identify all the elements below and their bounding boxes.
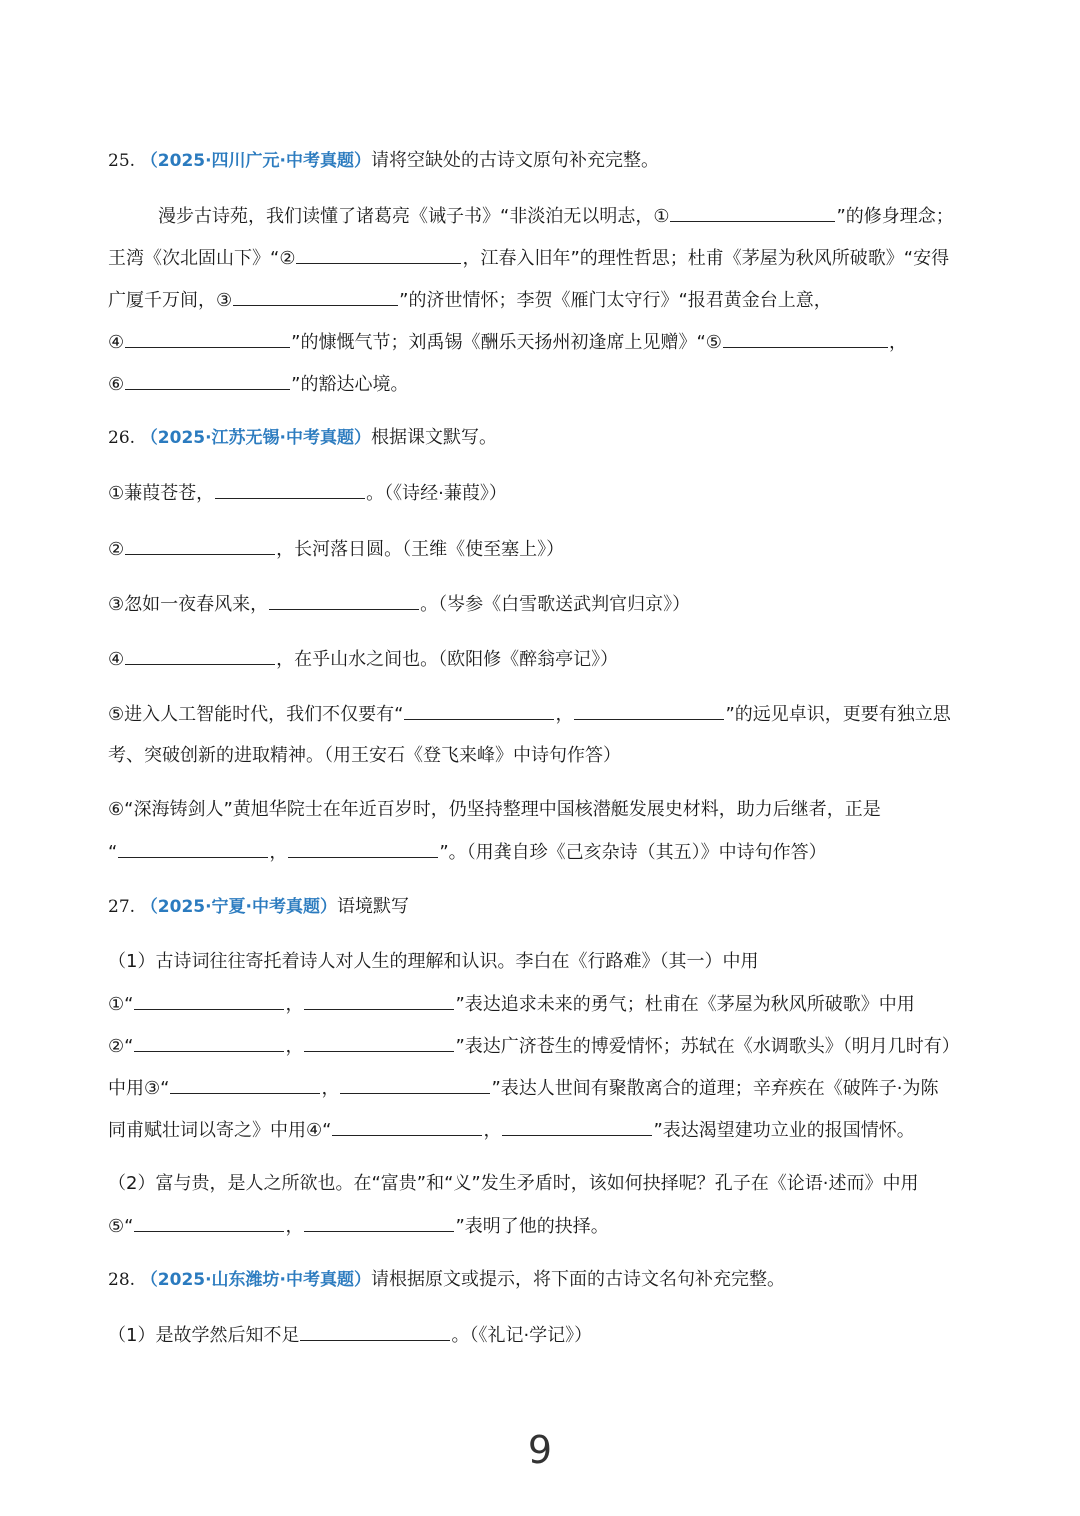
item-text: ⑤进入人工智能时代，我们不仅要有“: [108, 704, 404, 725]
q27-line-7: [108, 1213, 609, 1239]
answer-blank[interactable]: [304, 1213, 454, 1232]
item-text: ②“: [108, 1036, 134, 1057]
item-text: ”表达追求未来的勇气；杜甫在《茅屋为秋风所破歌》中用: [455, 994, 915, 1015]
answer-blank[interactable]: [134, 991, 284, 1010]
item-text: ”的远见卓识，更要有独立思: [725, 704, 951, 725]
question-source: （2025·宁夏·中考真题）: [140, 897, 338, 917]
q25-line-1: [158, 203, 954, 229]
passage-text: ，: [888, 332, 907, 353]
answer-blank[interactable]: [404, 701, 554, 720]
item-text: ，: [269, 842, 288, 863]
item-text: ，: [483, 1120, 502, 1141]
question-number: 27.: [108, 897, 136, 917]
answer-blank[interactable]: [296, 245, 461, 264]
passage-text: 王湾《次北固山下》“②: [108, 248, 296, 269]
question-number: 28.: [108, 1270, 136, 1290]
answer-blank[interactable]: [304, 991, 454, 1010]
item-text: 。（岑参《白雪歌送武判官归京》）: [420, 594, 691, 615]
q26-item-6-cont: [108, 839, 827, 865]
question-source: （2025·山东潍坊·中考真题）: [140, 1270, 372, 1290]
item-text: ①蒹葭苍苍，: [108, 483, 215, 504]
question-prompt: 语境默写: [337, 896, 410, 917]
answer-blank[interactable]: [288, 839, 438, 858]
q25-line-4: [108, 329, 907, 355]
item-text: 。（《诗经·蒹葭》）: [366, 483, 507, 504]
item-text: ，: [285, 994, 304, 1015]
item-text: （1）是故学然后知不足: [108, 1325, 300, 1346]
q27-line-4: [108, 1075, 939, 1101]
question-number: 25.: [108, 151, 136, 171]
answer-blank[interactable]: [233, 287, 398, 306]
item-text: ②: [108, 539, 125, 560]
item-text: （2）富与贵，是人之所欲也。在“富贵”和“义”发生矛盾时，该如何抉择呢？孔子在《论语·述而》中用: [108, 1173, 919, 1194]
q27-line-3: [108, 1033, 960, 1059]
item-text: ”。（用龚自珍《己亥杂诗（其五）》中诗句作答）: [439, 842, 827, 863]
passage-text: ”的济世情怀；李贺《雁门太守行》“报君黄金台上意，: [399, 290, 832, 311]
question-prompt: 请将空缺处的古诗文原句补充完整。: [371, 150, 660, 171]
q26-item-1: [108, 480, 507, 506]
item-text: 中用③“: [108, 1078, 170, 1099]
q25-line-5: [108, 371, 408, 397]
answer-blank[interactable]: [134, 1033, 284, 1052]
q26-item-2: [108, 536, 564, 562]
answer-blank[interactable]: [723, 329, 888, 348]
answer-blank[interactable]: [304, 1033, 454, 1052]
q27-header: [108, 894, 409, 920]
q27-line-5: [108, 1117, 915, 1143]
passage-text: ”的修身理念；: [836, 206, 954, 227]
item-text: ⑤“: [108, 1216, 134, 1237]
answer-blank[interactable]: [118, 839, 268, 858]
passage-text: ⑥: [108, 374, 125, 395]
q25-line-2: [108, 245, 949, 271]
item-text: ”表达广济苍生的博爱情怀；苏轼在《水调歌头》（明月几时有）: [455, 1036, 960, 1057]
answer-blank[interactable]: [340, 1075, 490, 1094]
passage-text: 漫步古诗苑，我们读懂了诸葛亮《诫子书》“非淡泊无以明志，①: [158, 206, 670, 227]
answer-blank[interactable]: [170, 1075, 320, 1094]
item-text: ①“: [108, 994, 134, 1015]
passage-text: ④: [108, 332, 125, 353]
item-text: ”表明了他的抉择。: [455, 1216, 609, 1237]
q27-line-2: [108, 991, 915, 1017]
item-text: ”表达渴望建功立业的报国情怀。: [653, 1120, 915, 1141]
question-prompt: 根据课文默写。: [371, 427, 498, 448]
answer-blank[interactable]: [134, 1213, 284, 1232]
item-text: ⑥“深海铸剑人”黄旭华院士在年近百岁时，仍坚持整理中国核潜艇发展史材料，助力后继者，正是: [108, 799, 881, 820]
item-text: ，: [285, 1216, 304, 1237]
answer-blank[interactable]: [125, 371, 290, 390]
item-text: ③忽如一夜春风来，: [108, 594, 269, 615]
answer-blank[interactable]: [215, 480, 365, 499]
item-text: 考、突破创新的进取精神。（用王安石《登飞来峰》中诗句作答）: [108, 745, 621, 766]
q26-item-3: [108, 591, 690, 617]
q26-item-6: [108, 797, 881, 823]
item-text: ，: [285, 1036, 304, 1057]
page-number: 9: [527, 1428, 553, 1472]
answer-blank[interactable]: [269, 591, 419, 610]
question-prompt: 请根据原文或提示，将下面的古诗文名句补充完整。: [371, 1269, 786, 1290]
answer-blank[interactable]: [670, 203, 835, 222]
answer-blank[interactable]: [502, 1117, 652, 1136]
question-source: （2025·江苏无锡·中考真题）: [140, 428, 372, 448]
item-text: ，在乎山水之间也。（欧阳修《醉翁亭记》）: [276, 649, 619, 670]
answer-blank[interactable]: [125, 646, 275, 665]
item-text: ，: [555, 704, 574, 725]
answer-blank[interactable]: [574, 701, 724, 720]
q28-header: [108, 1267, 785, 1293]
q26-item-5-cont: [108, 743, 621, 769]
q26-item-5: [108, 701, 951, 727]
item-text: （1）古诗词往往寄托着诗人对人生的理解和认识。李白在《行路难》（其一）中用: [108, 951, 759, 972]
q26-header: [108, 425, 497, 451]
passage-text: ，江春入旧年”的理性哲思；杜甫《茅屋为秋风所破歌》“安得: [462, 248, 950, 269]
q27-part-2: [108, 1171, 918, 1197]
q26-item-4: [108, 646, 618, 672]
answer-blank[interactable]: [332, 1117, 482, 1136]
passage-text: ”的慷慨气节；刘禹锡《酬乐天扬州初逢席上见赠》“⑤: [291, 332, 722, 353]
item-text: 同甫赋壮词以寄之》中用④“: [108, 1120, 332, 1141]
answer-blank[interactable]: [300, 1322, 450, 1341]
passage-text: ”的豁达心境。: [291, 374, 409, 395]
q27-part-1: [108, 949, 758, 975]
item-text: ，长河落日圆。（王维《使至塞上》）: [276, 539, 565, 560]
q28-part-1: [108, 1322, 592, 1348]
item-text: ”表达人世间有聚散离合的道理；辛弃疾在《破阵子·为陈: [491, 1078, 939, 1099]
item-text: 。（《礼记·学记》）: [451, 1325, 593, 1346]
answer-blank[interactable]: [125, 536, 275, 555]
item-text: “: [108, 842, 118, 863]
item-text: ④: [108, 649, 125, 670]
q25-line-3: [108, 287, 832, 313]
q25-header: [108, 148, 659, 174]
question-source: （2025·四川广元·中考真题）: [140, 151, 372, 171]
passage-text: 广厦千万间，③: [108, 290, 233, 311]
item-text: ，: [321, 1078, 340, 1099]
answer-blank[interactable]: [125, 329, 290, 348]
question-number: 26.: [108, 428, 136, 448]
